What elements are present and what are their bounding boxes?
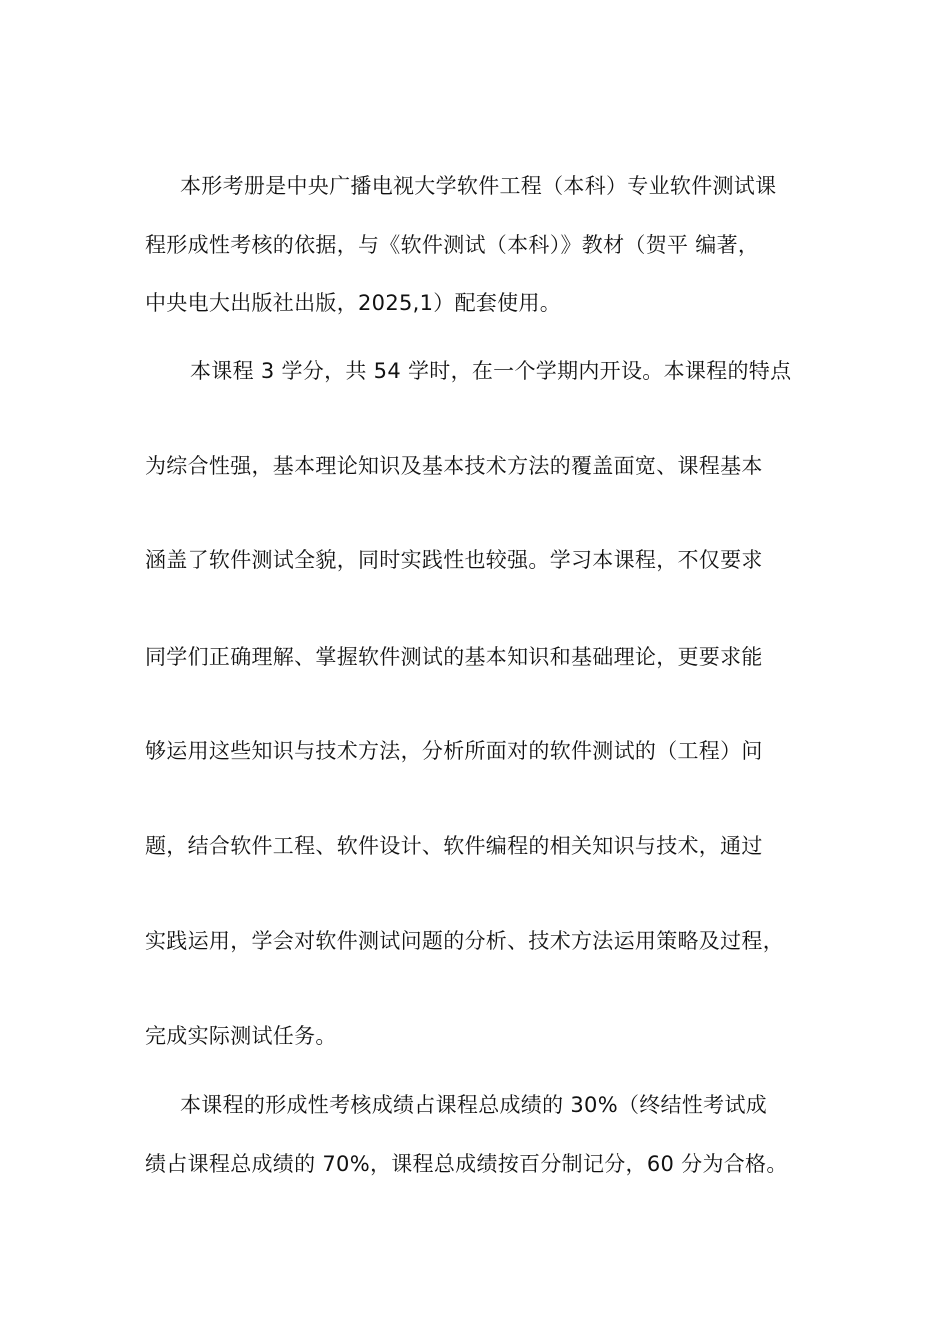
- paragraph-1-line-2: 程形成性考核的依据，与《软件测试（本科）》教材（贺平 编著，: [145, 233, 760, 257]
- paragraph-2-line-2: 为综合性强，基本理论知识及基本技术方法的覆盖面宽、课程基本: [145, 454, 763, 478]
- paragraph-2-line-1: 本课程 3 学分，共 54 学时，在一个学期内开设。本课程的特点: [190, 359, 792, 383]
- paragraph-2-line-3: 涵盖了软件测试全貌，同时实践性也较强。学习本课程，不仅要求: [145, 548, 763, 572]
- paragraph-3-line-2: 绩占课程总成绩的 70%，课程总成绩按百分制记分，60 分为合格。: [145, 1152, 788, 1176]
- paragraph-2-line-7: 实践运用，学会对软件测试问题的分析、技术方法运用策略及过程，: [145, 929, 784, 953]
- paragraph-1-line-3: 中央电大出版社出版，2025,1）配套使用。: [145, 291, 562, 315]
- paragraph-2-line-8: 完成实际测试任务。: [145, 1024, 337, 1048]
- paragraph-2-line-4: 同学们正确理解、掌握软件测试的基本知识和基础理论，更要求能: [145, 645, 763, 669]
- paragraph-1-line-1: 本形考册是中央广播电视大学软件工程（本科）专业软件测试课: [180, 174, 777, 198]
- paragraph-2-line-6: 题，结合软件工程、软件设计、软件编程的相关知识与技术，通过: [145, 834, 763, 858]
- paragraph-2-line-5: 够运用这些知识与技术方法，分析所面对的软件测试的（工程）问: [145, 739, 763, 763]
- paragraph-3-line-1: 本课程的形成性考核成绩占课程总成绩的 30%（终结性考试成: [180, 1093, 768, 1117]
